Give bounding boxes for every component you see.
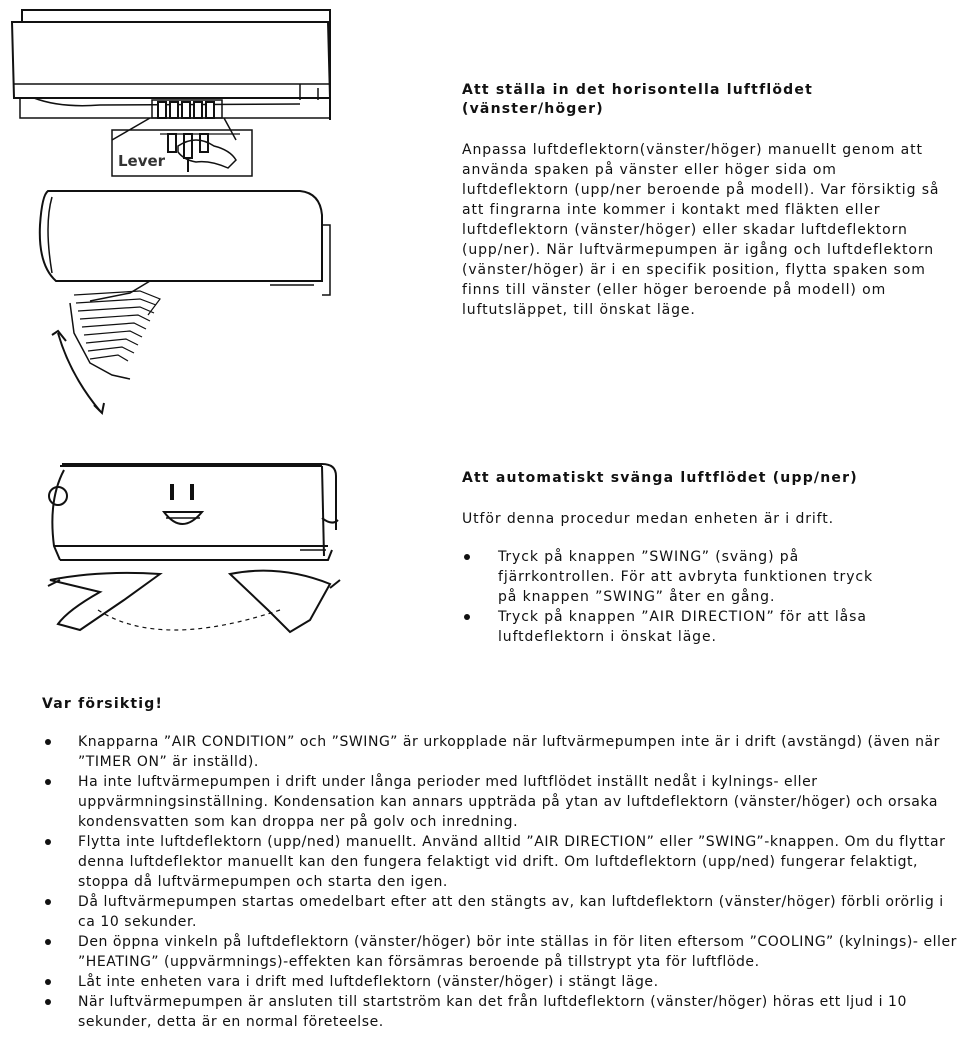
section2-bullet-list xyxy=(462,547,942,647)
bullet-text: Tryck på knappen ”AIR DIRECTION” för att låsa luftdeflektorn i önskat läge. xyxy=(498,609,867,645)
bullet-icon xyxy=(45,839,51,845)
bullet-text: När luftvärmepumpen är ansluten till startström kan det från luftdeflektorn (vänster/höger) höras ett ljud i 10 sekunder, detta är en normal företeelse. xyxy=(78,994,907,1030)
list-item xyxy=(462,547,942,607)
bullet-text: Knapparna ”AIR CONDITION” och ”SWING” är urkopplade när luftvärmepumpen inte är i drift (avstängd) (även när ”TIMER ON” är inställd). xyxy=(78,734,940,770)
list-item xyxy=(42,972,960,992)
section1-paragraph: Anpassa luftdeflektorn(vänster/höger) manuellt genom att använda spaken på vänster eller höger sida om luftdeflektorn (upp/ner beroende på modell). Var försiktig så att fingrarna inte kommer i kontakt med fläkten eller luftdeflektorn (vänster/höger) eller skadar luftdeflektorn (upp/ner). När luftvärmepumpen är igång och luftdeflektorn (vänster/höger) är i en specifik position, flytta spaken som finns till vänster (eller höger beroende på modell) om luftutsläppet, till önskat läge. xyxy=(462,142,940,318)
ac-unit-swing-illustration xyxy=(40,460,350,650)
bullet-icon xyxy=(45,939,51,945)
section1-heading-line1: Att ställa in det horisontella luftflödet xyxy=(462,82,813,98)
bullet-text: Tryck på knappen ”SWING” (sväng) på fjärrkontrollen. För att avbryta funktionen tryck på knappen ”SWING” åter en gång. xyxy=(498,549,873,605)
bullet-text: Då luftvärmepumpen startas omedelbart efter att den stängts av, kan luftdeflektorn (vänster/höger) förbli orörlig i ca 10 sekunder. xyxy=(78,894,944,930)
list-item xyxy=(42,892,960,932)
caution-bullet-list xyxy=(42,732,960,1032)
list-item xyxy=(42,992,960,1032)
bullet-icon xyxy=(464,614,470,620)
bullet-text: Den öppna vinkeln på luftdeflektorn (vänster/höger) bör inte ställas in för liten eftersom ”COOLING” (kylnings)- eller ”HEATING” (uppvärmnings)-effekten kan försämras beroende på tillstrypt yta för luftflöde. xyxy=(78,934,957,970)
list-item xyxy=(42,772,960,832)
bullet-icon xyxy=(45,739,51,745)
bullet-icon xyxy=(45,979,51,985)
ac-unit-horizontal-deflector-illustration xyxy=(30,185,330,425)
section1-heading-line2: (vänster/höger) xyxy=(462,101,604,117)
section1-heading xyxy=(462,81,942,119)
caution-heading: Var försiktig! xyxy=(42,696,164,712)
section2-intro: Utför denna procedur medan enheten är i drift. xyxy=(462,511,835,527)
bullet-text: Flytta inte luftdeflektorn (upp/ned) manuellt. Använd alltid ”AIR DIRECTION” eller ”SWING”-knappen. Om du flyttar denna luftdeflektor manuellt kan den fungera felaktigt vid drift. Om luftdeflektorn (upp/ned) fungerar felaktigt, stoppa då luftvärmepumpen och starta den igen. xyxy=(78,834,946,890)
list-item xyxy=(42,832,960,892)
bullet-icon xyxy=(464,554,470,560)
bullet-text: Ha inte luftvärmepumpen i drift under långa perioder med luftflödet inställt nedåt i kylnings- eller uppvärmningsinställning. Kondensation kan annars uppträda på ytan av luftdeflektorn (vänster/höger) och orsaka kondensvatten som kan droppa ner på golv och inredning. xyxy=(78,774,938,830)
list-item xyxy=(42,732,960,772)
list-item xyxy=(42,932,960,972)
lever-label: Lever xyxy=(118,152,166,170)
bullet-text: Låt inte enheten vara i drift med luftdeflektorn (vänster/höger) i stängt läge. xyxy=(78,974,659,990)
bullet-icon xyxy=(45,999,51,1005)
section2-heading: Att automatiskt svänga luftflödet (upp/ner) xyxy=(462,470,858,486)
list-item xyxy=(462,607,942,647)
bullet-icon xyxy=(45,779,51,785)
bullet-icon xyxy=(45,899,51,905)
ac-unit-lever-illustration xyxy=(0,0,340,190)
